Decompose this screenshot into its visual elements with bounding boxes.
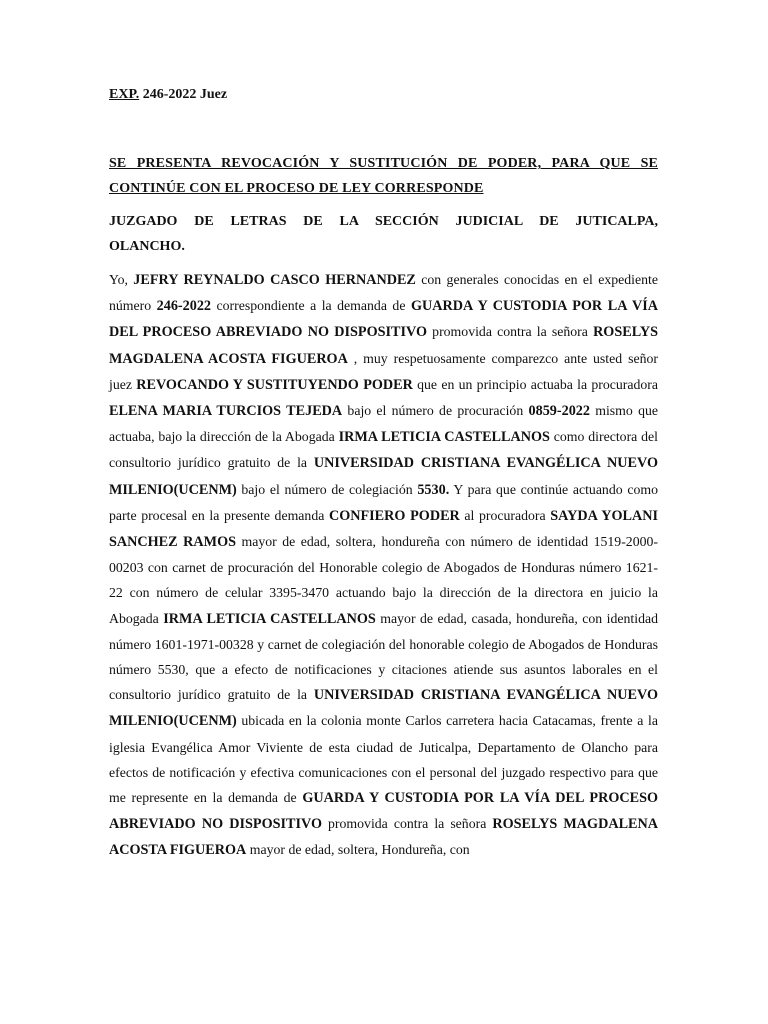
text-run: mismo que actuaba, bajo la dirección de la Abogada — [109, 403, 658, 445]
text-run: como directora del consultorio jurídico gratuito de la — [109, 429, 658, 471]
text-run: con generales conocidas en el expediente número — [109, 272, 658, 314]
bold-text-run: IRMA LETICIA CASTELLANOS — [163, 610, 376, 627]
bold-text-run: REVOCANDO Y SUSTITUYENDO PODER — [136, 376, 413, 393]
bold-text-run: 5530. — [417, 481, 450, 498]
text-run: bajo el número de procuración — [342, 403, 529, 419]
text-run: mayor de edad, soltera, hondureña con número de identidad 1519-2000-00203 con carnet de procuración del Honorable colegio de Abogados de Honduras número 1621-22 con número de celular 3395-3470 actuando bajo la dirección de la directora en juicio la Abogada — [109, 534, 658, 626]
bold-text-run: GUARDA Y CUSTODIA POR LA VÍA DEL PROCESO ABREVIADO NO DISPOSITIVO — [109, 298, 658, 341]
bold-text-run: 0859-2022 — [528, 403, 590, 420]
bold-text-run: UNIVERSIDAD CRISTIANA EVANGÉLICA NUEVO MILENIO(UCENM) — [109, 455, 658, 498]
bold-text-run: UNIVERSIDAD CRISTIANA EVANGÉLICA NUEVO MILENIO(UCENM) — [109, 687, 658, 730]
case-number: 246-2022 Juez — [139, 87, 228, 102]
bold-text-run: ELENA MARIA TURCIOS TEJEDA — [109, 403, 343, 420]
document-subject: SE PRESENTA REVOCACIÓN Y SUSTITUCIÓN DE PODER, PARA QUE SE CONTINÚE CON EL PROCESO DE LEY CORRESPONDE — [109, 156, 658, 196]
bold-text-run: CONFIERO PODER — [328, 507, 460, 524]
text-run: correspondiente a la demanda de — [211, 298, 411, 314]
document-page — [109, 82, 658, 864]
text-run: , muy respetuosamente comparezco ante usted señor juez — [109, 350, 658, 392]
case-number-line — [109, 82, 658, 107]
text-run: ubicada en la colonia monte Carlos carretera hacia Catacamas, frente a la iglesia Evangélica Amor Viviente de esta ciudad de Juticalpa, Departamento de Olancho para efectos de notificación y efectiva comunicaciones con el personal del juzgado respectivo para que me represente en la demanda de — [109, 713, 658, 806]
bold-text-run: GUARDA Y CUSTODIA POR LA VÍA DEL PROCESO ABREVIADO NO DISPOSITIVO — [109, 790, 658, 833]
text-run: mayor de edad, soltera, Hondureña, con — [246, 842, 470, 858]
text-run: Y para que continúe actuando como parte procesal en la presente demanda — [109, 481, 658, 523]
bold-text-run: JEFRY REYNALDO CASCO HERNANDEZ — [133, 272, 416, 288]
bold-text-run: IRMA LETICIA CASTELLANOS — [338, 429, 550, 446]
court-heading: JUZGADO DE LETRAS DE LA SECCIÓN JUDICIAL DE JUTICALPA, OLANCHO. — [109, 214, 658, 254]
text-run: promovida contra la señora — [322, 816, 493, 832]
bold-text-run: ROSELYS MAGDALENA ACOSTA FIGUEROA — [109, 816, 658, 859]
text-run: Yo, — [109, 272, 134, 287]
text-run: al procuradora — [459, 507, 551, 523]
bold-text-run: SAYDA YOLANI SANCHEZ RAMOS — [109, 507, 658, 551]
exp-label: EXP. — [109, 87, 140, 102]
text-run: mayor de edad, casada, hondureña, con identidad número 1601-1971-00328 y carnet de colegiación del honorable colegio de Abogados de Honduras número 5530, que a efecto de notificaciones y citaciones atiende sus asuntos laborales en el consultorio jurídico gratuito de la — [109, 610, 658, 703]
bold-text-run: ROSELYS MAGDALENA ACOSTA FIGUEROA — [109, 324, 658, 367]
text-run: bajo el número de colegiación — [236, 481, 418, 497]
text-run: promovida contra la señora — [427, 324, 594, 340]
bold-text-run: 246-2022 — [156, 298, 212, 315]
body-paragraph — [109, 267, 658, 864]
text-run: que en un principio actuaba la procuradora — [412, 376, 658, 392]
